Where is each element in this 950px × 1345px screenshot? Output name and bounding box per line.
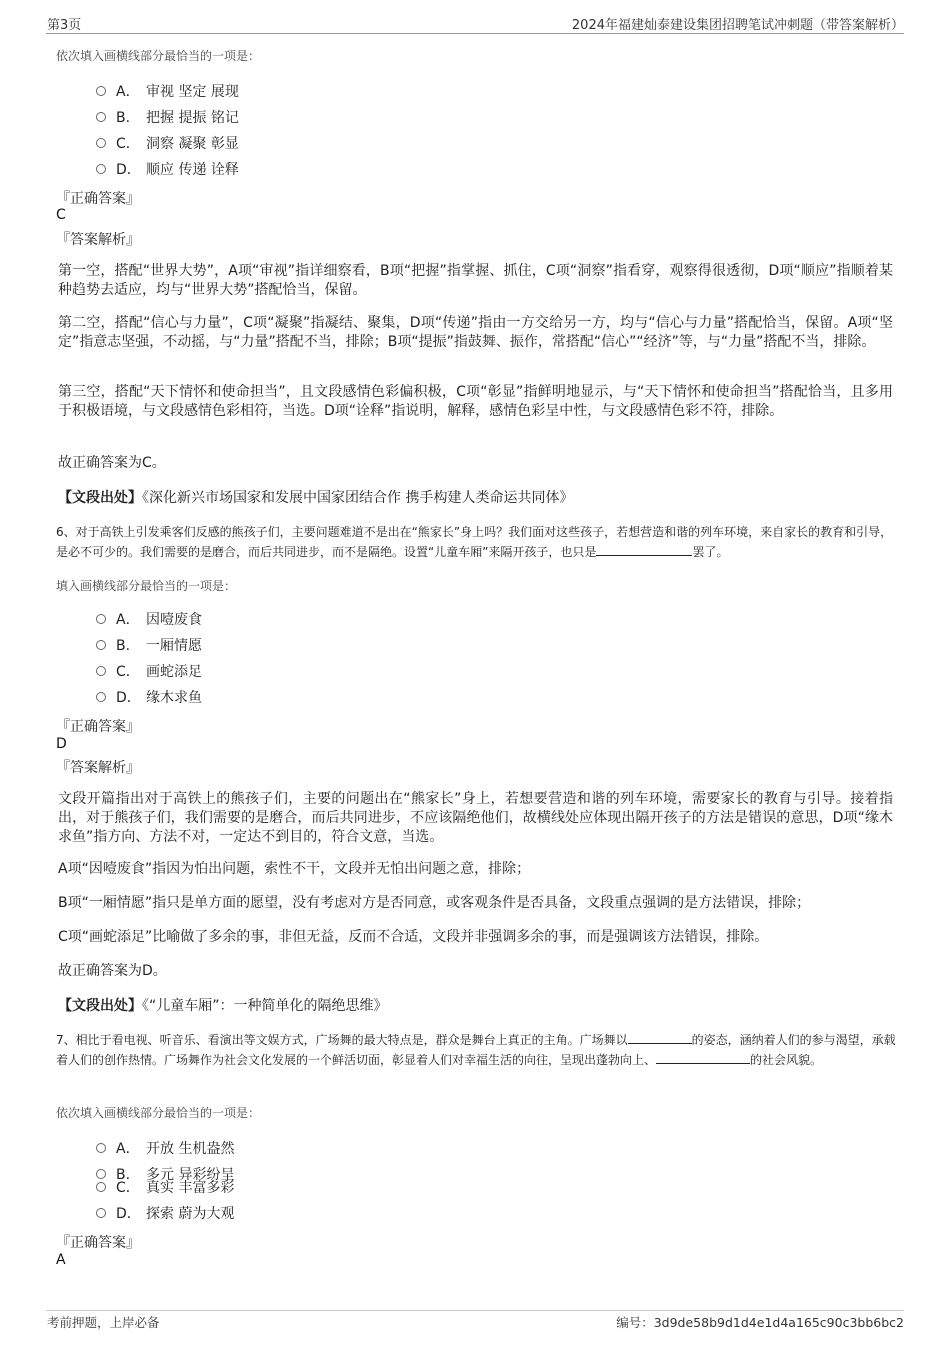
q7-option-a[interactable]: A． 开放 生机盎然 [96,1139,234,1159]
q7-option-b[interactable]: B． 多元 异彩纷呈 [96,1165,234,1185]
q5-instruction: 依次填入画横线部分最恰当的一项是： [56,49,261,63]
q7-option-d[interactable]: D． 探索 蔚为大观 [96,1204,234,1224]
q7-stem: 7、相比于看电视、听音乐、看演出等文娱方式，广场舞的最大特点是，群众是舞台上真正的主角。广场舞以 的姿态，涵纳着人们的参与渴望，承载着人们的创作热情。广场舞作为社会文化发展的一个鲜活切面，彰显着人们对幸福生活的向往，呈现出蓬勃向上、 的社会风貌。 [56,1030,896,1070]
fill-blank [596,542,692,556]
radio-icon[interactable] [96,692,106,702]
q6-analysis-p2: A项“因噎废食”指因为怕出问题，索性不干，文段并无怕出问题之意，排除； [58,861,531,877]
q5-analysis-label: 『答案解析』 [56,232,140,248]
q5-answer: C [56,207,66,223]
q6-option-b[interactable]: B． 一厢情愿 [96,636,202,656]
radio-icon[interactable] [96,164,106,174]
q6-analysis-p1: 文段开篇指出对于高铁上的熊孩子们，主要的问题出在“熊家长”身上，若想要营造和谐的列车环境，需要家长的教育与引导。接着指出，对于熊孩子们，我们需要的是磨合，而后共同进步，不应该隔绝他们，故横线处应体现出隔开孩子的方法是错误的意思，D项“缘木求鱼”指方向、方法不对，一定达不到目的，符合文意，当选。 [58,791,893,845]
footer-divider [46,1310,904,1311]
radio-icon[interactable] [96,86,106,96]
q6-stem: 6、对于高铁上引发乘客们反感的熊孩子们，主要问题难道不是出在“熊家长”身上吗？我们面对这些孩子，若想营造和谐的列车环境，来自家长的教育和引导，是必不可少的。我们需要的是磨合，而后共同进步，而不是隔绝。设置“儿童车厢”来隔开孩子，也只是 罢了。 [56,525,893,559]
document-title: 2024年福建灿泰建设集团招聘笔试冲刺题（带答案解析） [571,18,904,33]
q6-answer: D [56,736,67,752]
radio-icon[interactable] [96,666,106,676]
q7-answer-label: 『正确答案』 [56,1235,140,1251]
q5-option-d[interactable]: D． 顺应 传递 诠释 [96,160,239,180]
q6-instruction: 填入画横线部分最恰当的一项是： [56,579,237,593]
q6-analysis-label: 『答案解析』 [56,760,140,776]
radio-icon[interactable] [96,1182,106,1192]
fill-blank [628,1030,692,1044]
q6-option-c[interactable]: C． 画蛇添足 [96,662,202,682]
q6-analysis-p3: B项“一厢情愿”指只是单方面的愿望，没有考虑对方是否同意，或客观条件是否具备，文段重点强调的是方法错误，排除； [58,895,811,911]
q5-option-c[interactable]: C． 洞察 凝聚 彰显 [96,134,239,154]
header-divider [46,33,904,34]
q7-option-c[interactable]: C． 真实 丰富多彩 [96,1178,234,1198]
radio-icon[interactable] [96,1208,106,1218]
radio-icon[interactable] [96,1143,106,1153]
radio-icon[interactable] [96,614,106,624]
q5-option-b[interactable]: B． 把握 提振 铭记 [96,108,239,128]
radio-icon[interactable] [96,640,106,650]
q6-analysis-p4: C项“画蛇添足”比喻做了多余的事，非但无益，反而不合适，文段并非强调多余的事，而是强调该方法错误，排除。 [58,929,769,945]
radio-icon[interactable] [96,112,106,122]
q7-instruction: 依次填入画横线部分最恰当的一项是： [56,1106,261,1120]
q5-answer-label: 『正确答案』 [56,191,140,207]
q7-answer: A [56,1252,66,1268]
q6-answer-label: 『正确答案』 [56,719,140,735]
footer-slogan: 考前押题，上岸必备 [47,1315,160,1330]
q6-source: 【文段出处】《“儿童车厢”：一种简单化的隔绝思维》 [58,998,388,1014]
q6-option-d[interactable]: D． 缘木求鱼 [96,688,202,708]
q5-analysis-p1: 第一空，搭配“世界大势”，A项“审视”指详细察看，B项“把握”指掌握、抓住，C项“洞察”指看穿，观察得很透彻，D项“顺应”指顺着某种趋势去适应，均与“世界大势”搭配恰当，保留。 [58,263,893,298]
q5-conclusion: 故正确答案为C。 [58,455,166,471]
page-number: 第3页 [47,18,82,33]
fill-blank [656,1050,750,1064]
q5-analysis-p3: 第三空，搭配“天下情怀和使命担当”，且文段感情色彩偏积极，C项“彰显”指鲜明地显示，与“天下情怀和使命担当”搭配恰当，且多用于积极语境，与文段感情色彩相符，当选。D项“诠释”指说明，解释，感情色彩呈中性，与文段感情色彩不符，排除。 [58,384,893,419]
q5-analysis-p2: 第二空，搭配“信心与力量”，C项“凝聚”指凝结、聚集，D项“传递”指由一方交给另一方，均与“信心与力量”搭配恰当，保留。A项“坚定”指意志坚强，不动摇，与“力量”搭配不当，排除；B项“提振”指鼓舞、振作，常搭配“信心”“经济”等，与“力量”搭配不当，排除。 [58,315,893,350]
q5-source: 【文段出处】《深化新兴市场国家和发展中国家团结合作 携手构建人类命运共同体》 [58,490,574,506]
q6-conclusion: 故正确答案为D。 [58,963,167,979]
q6-option-a[interactable]: A． 因噎废食 [96,610,202,630]
q5-option-a[interactable]: A． 审视 坚定 展现 [96,82,239,102]
document-id: 编号：3d9de58b9d1d4e1d4a165c90c3bb6bc2 [616,1315,904,1330]
radio-icon[interactable] [96,138,106,148]
